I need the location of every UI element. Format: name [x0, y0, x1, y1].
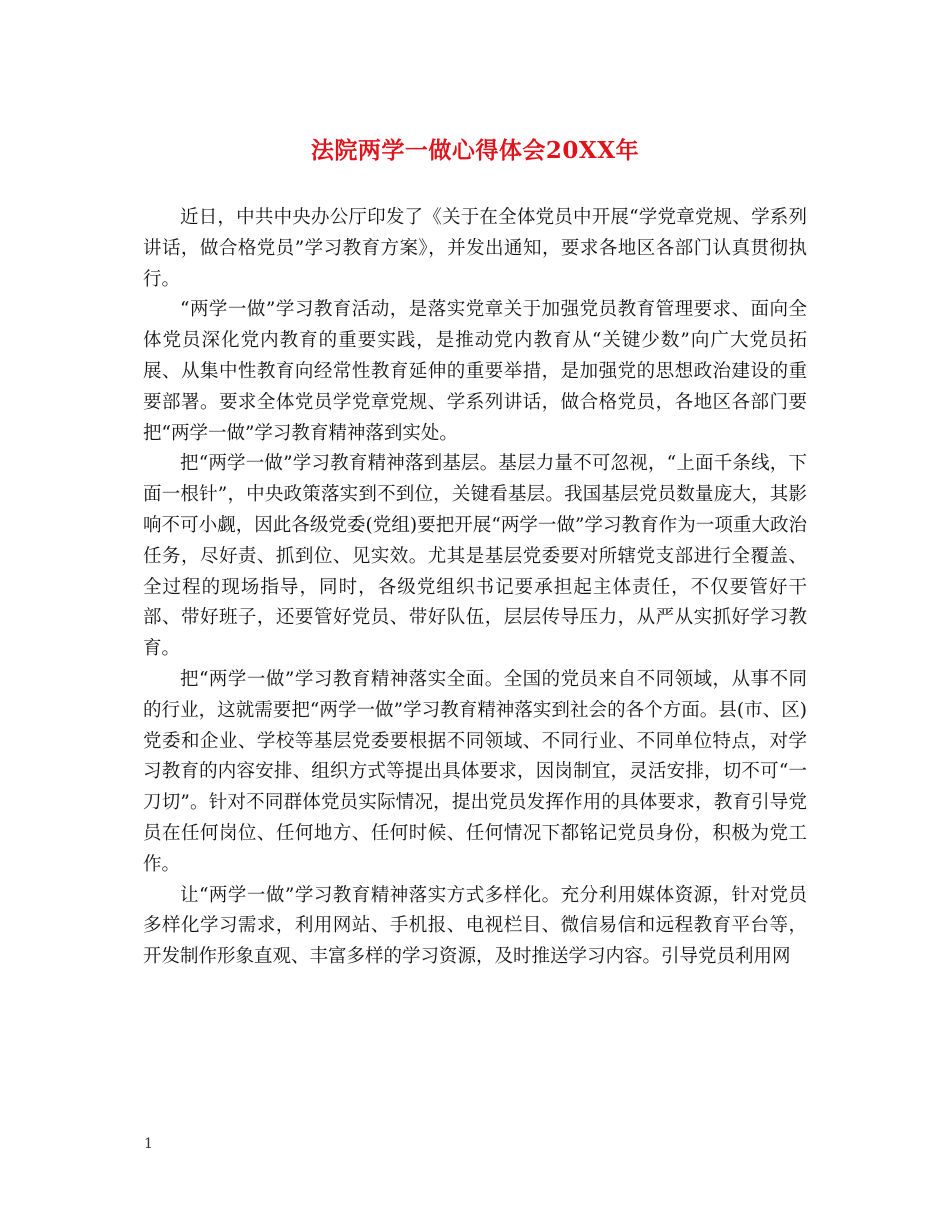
page-number: 1 [144, 1136, 153, 1152]
paragraph-3: 把“两学一做”学习教育精神落到基层。基层力量不可忽视，“上面千条线，下面一根针”，中央政策落实到不到位，关键看基层。我国基层党员数量庞大，其影响不可小觑，因此各级党委(党组)要把开展“两学一做”学习教育作为一项重大政治任务，尽好责、抓到位、见实效。尤其是基层党委要对所辖党支部进行全覆盖、全过程的现场指导，同时，各级党组织书记要承担起主体责任，不仅要管好干部、带好班子，还要管好党员、带好队伍，层层传导压力，从严从实抓好学习教育。 [143, 453, 807, 660]
paragraph-1: 近日，中共中央办公厅印发了《关于在全体党员中开展“学党章党规、学系列讲话，做合格党员”学习教育方案》，并发出通知，要求各地区各部门认真贯彻执行。 [143, 207, 807, 290]
document-body [143, 203, 807, 973]
footer-divider [143, 1162, 807, 1163]
paragraph-4: 把“两学一做”学习教育精神落实全面。全国的党员来自不同领域，从事不同的行业，这就需要把“两学一做”学习教育精神落实到社会的各个方面。县(市、区)党委和企业、学校等基层党委要根据不同领域、不同行业、不同单位特点，对学习教育的内容安排、组织方式等提出具体要求，因岗制宜，灵活安排，切不可“一刀切”。针对不同群体党员实际情况，提出党员发挥作用的具体要求，教育引导党员在任何岗位、任何地方、任何时候、任何情况下都铭记党员身份，积极为党工作。 [143, 668, 807, 875]
paragraph-2: “两学一做”学习教育活动，是落实党章关于加强党员教育管理要求、面向全体党员深化党内教育的重要实践，是推动党内教育从“关键少数”向广大党员拓展、从集中性教育向经常性教育延伸的重要举措，是加强党的思想政治建设的重要部署。要求全体党员学党章党规、学系列讲话，做合格党员，各地区各部门要把“两学一做”学习教育精神落到实处。 [143, 299, 807, 444]
paragraph-5: 让“两学一做”学习教育精神落实方式多样化。充分利用媒体资源，针对党员多样化学习需求，利用网站、手机报、电视栏目、微信易信和远程教育平台等，开发制作形象直观、丰富多样的学习资源，及时推送学习内容。引导党员利用网 [143, 884, 807, 968]
document-title: 法院两学一做心得体会20XX年 [310, 137, 640, 164]
